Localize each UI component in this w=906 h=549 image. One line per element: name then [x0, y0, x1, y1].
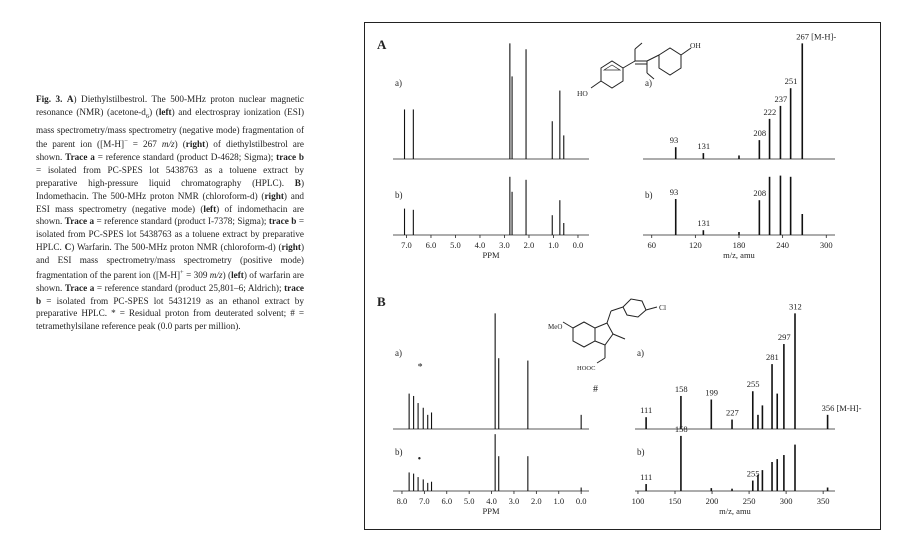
ms-peak-label-1-0-8: 356 [M-H]-	[821, 402, 862, 413]
ms-tick-label-1-0: 100	[631, 496, 645, 506]
nmr-tick-label-0-4: 3.0	[499, 240, 510, 250]
nmr-xlabel-0: PPM	[482, 250, 500, 260]
structure-b-meo-label: MeO	[548, 323, 563, 331]
nmr-trace-label-0-1: b)	[395, 189, 403, 200]
figure-panel	[364, 22, 881, 530]
ms-tick-label-0-4: 300	[819, 240, 833, 250]
tms-marker: #	[593, 384, 598, 395]
nmr-tick-label-1-3: 5.0	[463, 496, 475, 506]
ms-trace-label-0-1: b)	[645, 189, 653, 200]
ms-peak-label-1-1-1: 158	[674, 423, 688, 434]
nmr-tick-label-0-5: 2.0	[523, 240, 535, 250]
nmr-solvent-marker-1-0: *	[417, 362, 423, 373]
ms-peak-label-1-0-6: 297	[777, 332, 791, 343]
nmr-tick-label-1-6: 2.0	[531, 496, 542, 506]
structure-a-diethylstilbestrol	[591, 43, 691, 88]
ms-peak-label-0-0-1: 131	[697, 141, 711, 152]
structure-a-oh-label: OH	[690, 41, 701, 50]
ms-tick-label-1-1: 150	[668, 496, 682, 506]
figure-caption: Fig. 3. A) Diethylstilbestrol. The 500-MHz proton nuclear magnetic resonance (NMR) $(acetone-d_6)$ (left) and electrospray ionization (ESI) mass spectrometry/mass spectrometry (negative mode) fragmentation of the parent ion ([M-H]− = 267 m/z) (right) of diethylstilbestrol are shown. Trace a = reference standard (product D-4628; Sigma); trace b = isolated from PC-SPES lot 5438763 as a toluene extract by preparative high-pressure liquid chromatography (HPLC). B) Indomethacin. The 500-MHz proton NMR (chloroform-d) (right) and ESI mass spectrometry (negative mode) (left) of indomethacin are shown. Trace a = reference standard (product I-7378; Sigma); trace b = isolated from PC-SPES lot 5438763 as a toluene extract by preparative HPLC. C) Warfarin. The 500-MHz proton NMR (chloroform-d) (right) and ESI mass spectrometry/mass spectrometry (positive mode) fragmentation of the parent ion ([M-H]+ = 309 m/z) (left) of warfarin are shown. Trace a = reference standard (product 25,801–6; Aldrich); trace b = isolated from PC-SPES lot 5431219 as an ethanol extract by preparative HPLC. * = Residual proton from deuterated solvent; # = tetramethylsilane reference peak (0.0 parts per million).	[36, 94, 305, 332]
panel-a-label: A	[377, 37, 387, 52]
panel-b-label: B	[377, 294, 386, 309]
ms-peak-label-0-1-2: 208	[753, 188, 767, 199]
nmr-trace-label-1-1: b)	[395, 447, 403, 458]
nmr-tick-label-1-5: 3.0	[508, 496, 520, 506]
ms-peak-label-1-0-1: 158	[674, 383, 688, 394]
ms-peak-label-0-0-4: 237	[774, 93, 788, 104]
ms-peak-label-0-0-3: 222	[763, 106, 777, 117]
nmr-tick-label-1-2: 6.0	[441, 496, 453, 506]
ms-peak-label-1-1-0: 111	[640, 472, 653, 483]
nmr-tick-label-1-0: 8.0	[396, 496, 408, 506]
nmr-tick-label-0-3: 4.0	[474, 240, 486, 250]
ms-peak-label-1-0-0: 111	[640, 405, 653, 416]
ms-peak-label-1-0-4: 255	[746, 379, 760, 390]
structure-b-cl-label: Cl	[659, 303, 667, 312]
nmr-tick-label-1-4: 4.0	[486, 496, 497, 506]
ms-trace-label-1-0: a)	[637, 347, 644, 358]
ms-tick-label-1-4: 300	[779, 496, 793, 506]
structure-a-ho-label: HO	[577, 89, 588, 98]
ms-tick-label-0-2: 180	[732, 240, 746, 250]
ms-tick-label-1-5: 350	[816, 496, 830, 506]
ms-xlabel-1: m/z, amu	[719, 506, 751, 516]
spectra-group	[393, 31, 862, 516]
ms-peak-label-0-0-6: 267 [M-H]-	[796, 31, 837, 42]
nmr-trace-label-1-0: a)	[395, 347, 402, 358]
nmr-tick-label-0-6: 1.0	[548, 240, 559, 250]
ms-peak-label-1-0-2: 199	[705, 387, 719, 398]
ms-tick-label-1-3: 250	[742, 496, 756, 506]
nmr-trace-label-0-0: a)	[395, 77, 402, 88]
ms-peak-label-0-0-5: 251	[784, 76, 798, 87]
structure-b-hooc-label: HOOC	[577, 365, 596, 372]
ms-trace-label-0-0: a)	[645, 77, 652, 88]
ms-xlabel-0: m/z, amu	[723, 250, 755, 260]
ms-peak-label-0-1-1: 131	[697, 218, 711, 229]
ms-peak-label-1-1-2: 255	[746, 468, 760, 479]
ms-peak-label-0-0-0: 93	[669, 135, 679, 146]
nmr-tick-label-1-7: 1.0	[553, 496, 565, 506]
nmr-xlabel-1: PPM	[482, 506, 500, 516]
nmr-tick-label-0-1: 6.0	[425, 240, 437, 250]
ms-tick-label-1-2: 200	[705, 496, 719, 506]
ms-peak-label-1-0-7: 312	[789, 301, 802, 312]
ms-peak-label-1-0-3: 227	[726, 407, 739, 418]
figure-svg	[365, 23, 880, 529]
nmr-tick-label-0-7: 0.0	[572, 240, 584, 250]
ms-tick-label-0-1: 120	[688, 240, 702, 250]
ms-peak-label-1-0-5: 281	[766, 352, 779, 363]
nmr-tick-label-1-1: 7.0	[419, 496, 430, 506]
ms-peak-label-0-0-2: 208	[753, 128, 767, 139]
nmr-solvent-marker-1-1: •	[417, 454, 422, 465]
ms-peak-label-0-1-0: 93	[669, 187, 679, 197]
ms-trace-label-1-1: b)	[637, 447, 645, 458]
nmr-tick-label-0-2: 5.0	[450, 240, 461, 250]
ms-tick-label-0-0: 60	[647, 240, 656, 250]
nmr-tick-label-0-0: 7.0	[401, 240, 412, 250]
ms-tick-label-0-3: 240	[776, 240, 790, 250]
nmr-tick-label-1-8: 0.0	[575, 496, 587, 506]
